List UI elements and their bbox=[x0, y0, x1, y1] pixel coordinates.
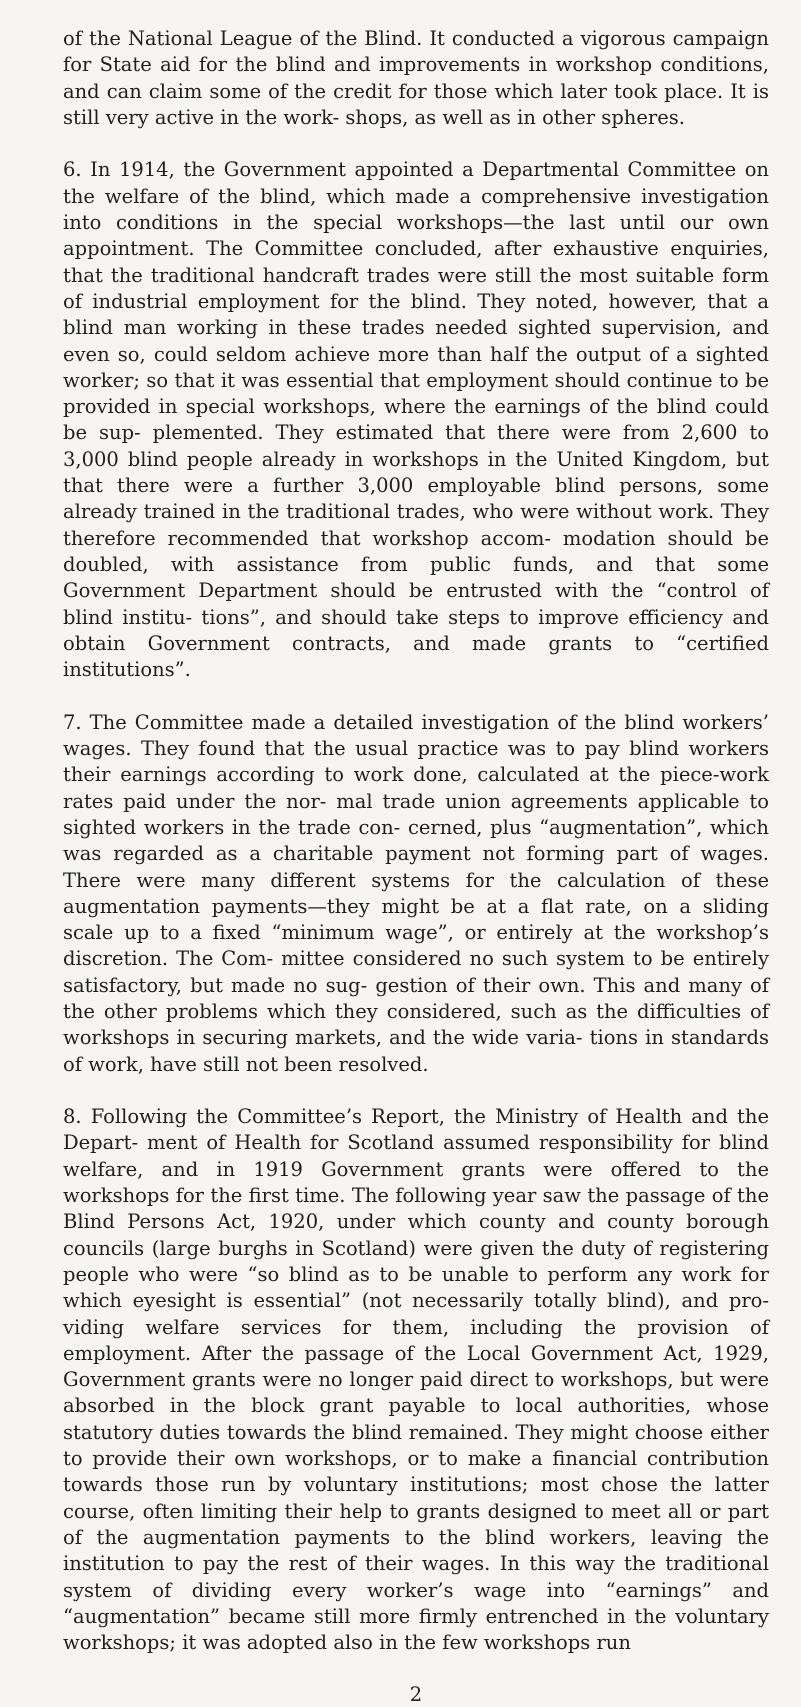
paragraph-6: 6. In 1914, the Government appointed a Departmental Committee on the welfare of the blind, which made a comprehensive investigation into conditions in the special workshops—the last until our own appointment. The Committee concluded, after exhaustive enquiries, that the traditional handcraft trades were still the most suitable form of industrial employment for the blind. They noted, however, that a blind man working in these trades needed sighted supervision, and even so, could seldom achieve more than half the output of a sighted worker; so that it was essential that employment should continue to be provided in special workshops, where the earnings of the blind could be sup- plemented. They estimated that there were from 2,600 to 3,000 blind people already in workshops in the United Kingdom, but that there were a further 3,000 employable blind persons, some already trained in the traditional trades, who were without work. They therefore recommended that workshop accom- modation should be doubled, with assistance from public funds, and that some Government Department should be entrusted with the “control of blind institu- tions”, and should take steps to improve efficiency and obtain Government contracts, and made grants to “certified institutions”. bbox=[63, 158, 769, 682]
page-number: 2 bbox=[409, 1682, 423, 1706]
paragraph-7: 7. The Committee made a detailed investigation of the blind workers’ wages. They found that the usual practice was to pay blind workers their earnings according to work done, calculated at the piece-work rates paid under the nor- mal trade union agreements applicable to sighted workers in the trade con- cerned, plus “augmentation”, which was regarded as a charitable payment not forming part of wages. There were many different systems for the calculation of these augmentation payments—they might be at a flat rate, on a sliding scale up to a fixed “minimum wage”, or entirely at the workshop’s discretion. The Com- mittee considered no such system to be entirely satisfactory, but made no sug- gestion of their own. This and many of the other problems which they considered, such as the difficulties of workshops in securing markets, and the wide varia- tions in standards of work, have still not been resolved. bbox=[63, 710, 769, 1076]
document-page bbox=[63, 26, 769, 1707]
paragraph-continuation: of the National League of the Blind. It conducted a vigorous campaign for State aid for the blind and improvements in workshop conditions, and can claim some of the credit for those which later took place. It is still very active in the work- shops, as well as in other spheres. bbox=[63, 27, 769, 129]
paragraph-8: 8. Following the Committee’s Report, the Ministry of Health and the Depart- ment of Health for Scotland assumed responsibility for blind welfare, and in 1919 Government grants were offered to the workshops for the first time. The following year saw the passage of the Blind Persons Act, 1920, under which county and county borough councils (large burghs in Scotland) were given the duty of registering people who were “so blind as to be unable to perform any work for which eyesight is essential” (not necessarily totally blind), and pro- viding welfare services for them, including the provision of employment. After the passage of the Local Government Act, 1929, Government grants were no longer paid direct to workshops, but were absorbed in the block grant payable to local authorities, whose statutory duties towards the blind remained. They might choose either to provide their own workshops, or to make a financial contribution towards those run by voluntary institutions; most chose the latter course, often limiting their help to grants designed to meet all or part of the augmentation payments to the blind workers, leaving the institution to pay the rest of their wages. In this way the traditional system of dividing every worker’s wage into “earnings” and “augmentation” became still more firmly entrenched in the voluntary workshops; it was adopted also in the few workshops run bbox=[63, 1105, 769, 1655]
